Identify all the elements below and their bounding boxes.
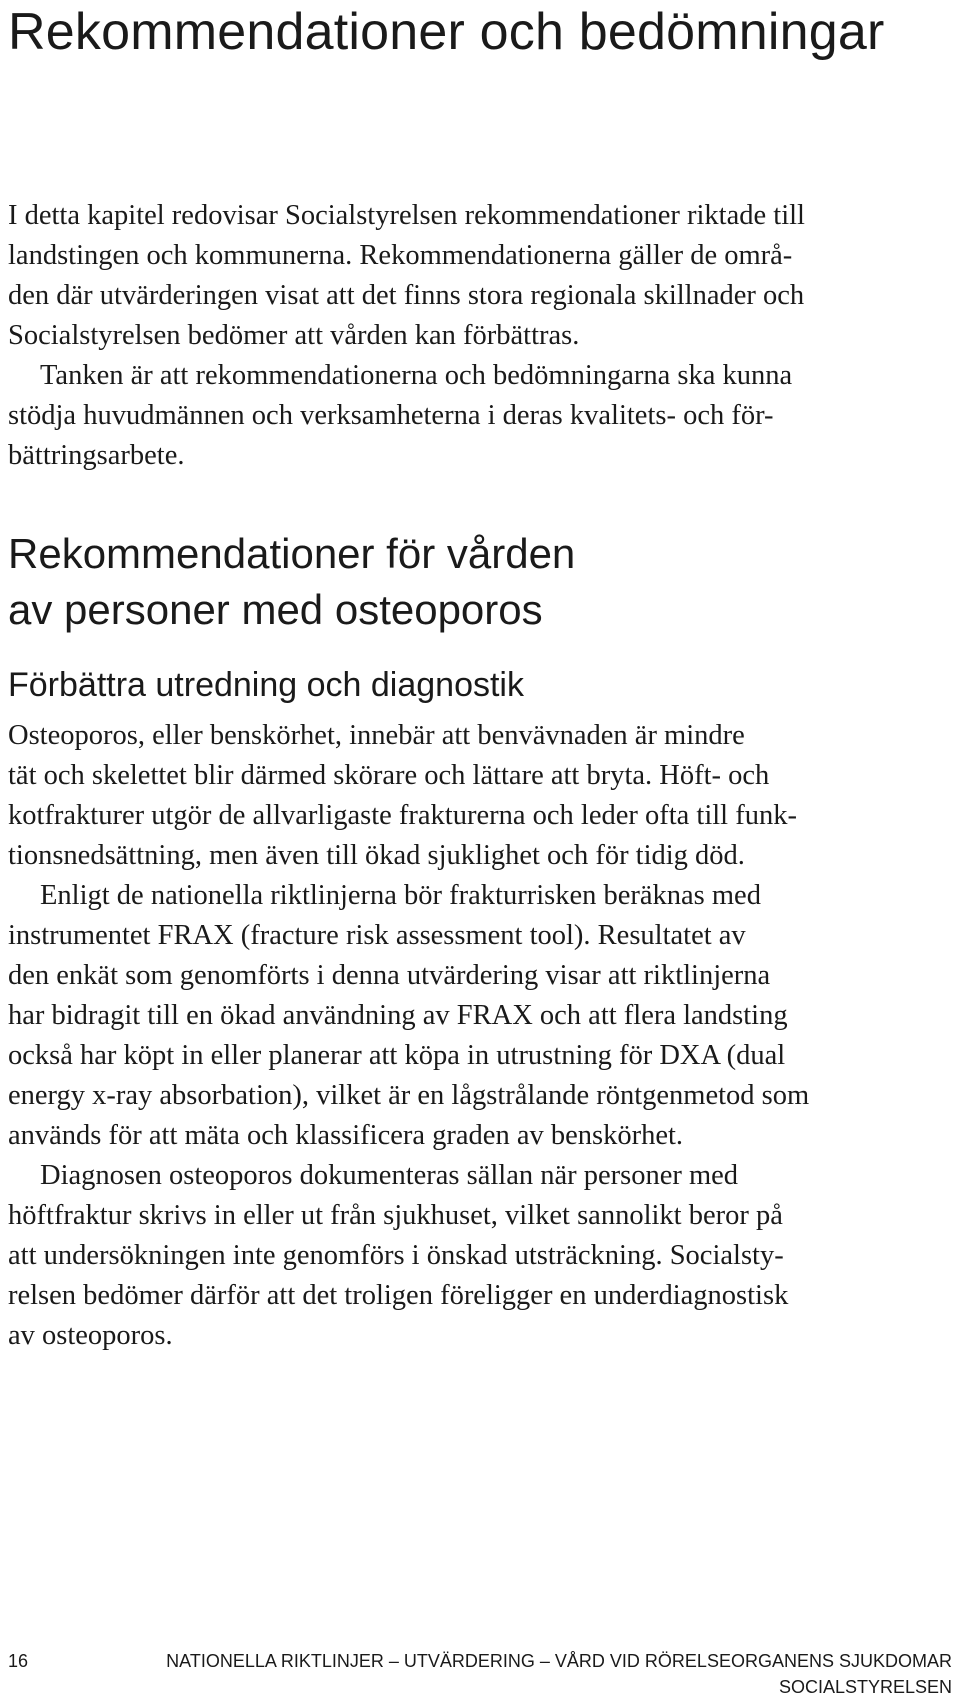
text-line: instrumentet FRAX (fracture risk assessment tool). Resultatet av	[8, 920, 746, 951]
text-line: Osteoporos, eller benskörhet, innebär att benvävnaden är mindre	[8, 720, 745, 751]
text-line: relsen bedömer därför att det troligen föreligger en underdiagnostisk	[8, 1280, 789, 1311]
page-number: 16	[8, 1651, 29, 1671]
section-heading	[8, 526, 948, 638]
subsection-heading: Förbättra utredning och diagnostik	[8, 666, 524, 704]
text-line: höftfraktur skrivs in eller ut från sjukhuset, vilket sannolikt beror på	[8, 1200, 783, 1231]
osteoporosis-paragraph	[8, 716, 956, 1356]
text-line: Socialstyrelsen bedömer att vården kan förbättras.	[8, 320, 580, 351]
text-line: landstingen och kommunerna. Rekommendationerna gäller de områ-	[8, 240, 793, 271]
section-heading-line: Rekommendationer för vården	[8, 530, 576, 577]
intro-paragraph	[8, 196, 956, 476]
text-line: energy x-ray absorbation), vilket är en lågstrålande röntgenmetod som	[8, 1080, 810, 1111]
running-title: NATIONELLA RIKTLINJER – UTVÄRDERING – VÅRD VID RÖRELSEORGANENS SJUKDOMAR	[166, 1651, 952, 1671]
text-line: stödja huvudmännen och verksamheterna i deras kvalitets- och för-	[8, 400, 774, 431]
text-line: bättringsarbete.	[8, 440, 185, 471]
text-line: I detta kapitel redovisar Socialstyrelsen rekommendationer riktade till	[8, 200, 805, 231]
text-line: den där utvärderingen visat att det finns stora regionala skillnader och	[8, 280, 805, 311]
text-line: Diagnosen osteoporos dokumenteras sällan när personer med	[40, 1160, 739, 1191]
text-line: tät och skelettet blir därmed skörare och lättare att bryta. Höft- och	[8, 760, 770, 791]
text-line: den enkät som genomförts i denna utvärdering visar att riktlinjerna	[8, 960, 771, 991]
text-line: används för att mäta och klassificera graden av benskörhet.	[8, 1120, 684, 1151]
publisher-name: SOCIALSTYRELSEN	[778, 1677, 952, 1697]
text-line: har bidragit till en ökad användning av FRAX och att flera landsting	[8, 1000, 788, 1031]
text-line: tionsnedsättning, men även till ökad sjuklighet och för tidig död.	[8, 840, 745, 871]
text-line: att undersökningen inte genomförs i önskad utsträckning. Socialsty-	[8, 1240, 784, 1271]
text-line: Enligt de nationella riktlinjerna bör frakturrisken beräknas med	[40, 880, 761, 911]
text-line: av osteoporos.	[8, 1320, 173, 1351]
running-footer	[166, 1648, 952, 1700]
section-heading-line: av personer med osteoporos	[8, 586, 543, 633]
text-line: Tanken är att rekommendationerna och bedömningarna ska kunna	[40, 360, 793, 391]
text-line: kotfrakturer utgör de allvarligaste frakturerna och leder ofta till funk-	[8, 800, 797, 831]
page-heading: Rekommendationer och bedömningar	[8, 3, 885, 61]
text-line: också har köpt in eller planerar att köpa in utrustning för DXA (dual	[8, 1040, 786, 1071]
